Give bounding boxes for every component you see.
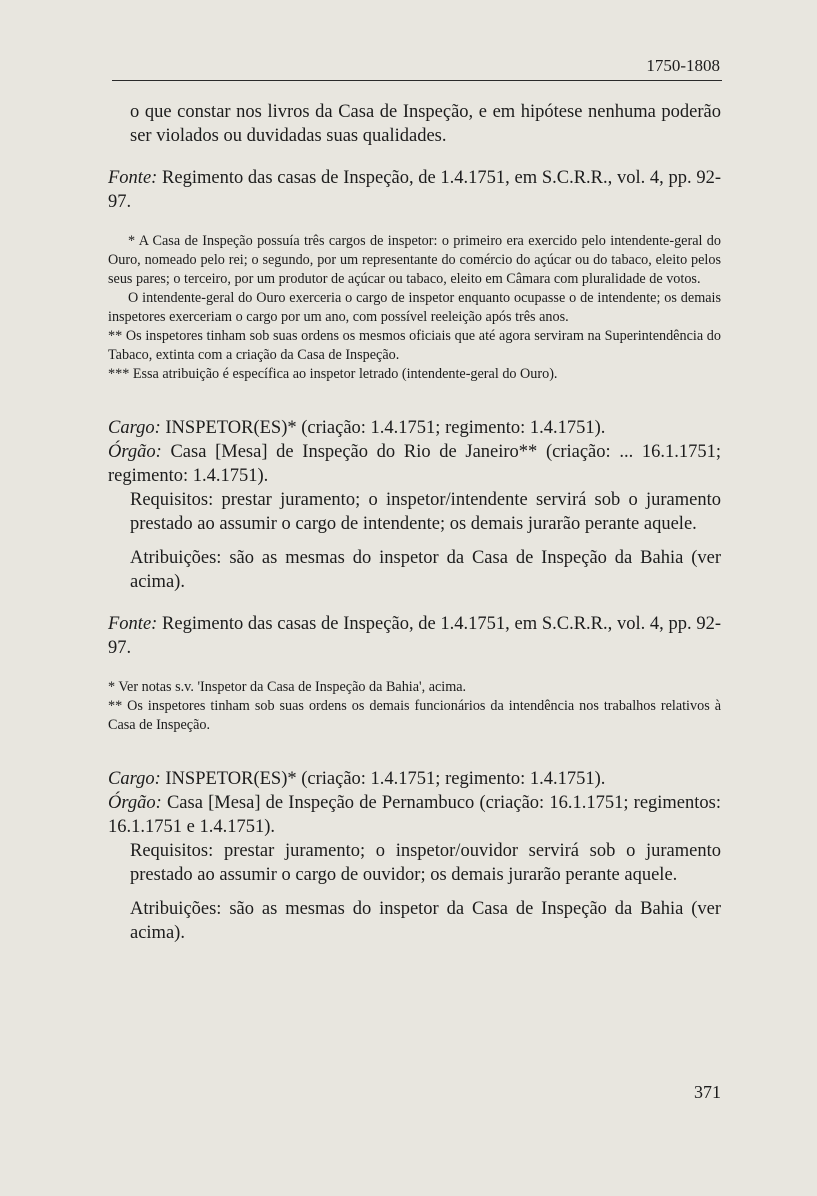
requisitos-3: Requisitos: prestar juramento; o inspetor/ouvidor servirá sob o juramento prestado ao assumir o cargo de ouvidor; os demais jurarão perante aquele.: [130, 841, 721, 885]
orgao-entry-2: [108, 440, 721, 488]
page-body: [108, 100, 721, 945]
fonte-label: Fonte:: [108, 614, 158, 634]
orgao-entry-3: [108, 791, 721, 839]
atribuicoes-3: Atribuições: são as mesmas do inspetor da Casa de Inspeção da Bahia (ver acima).: [130, 899, 721, 943]
orgao-label: Órgão:: [108, 793, 162, 813]
cargo-label: Cargo:: [108, 769, 161, 789]
cargo-entry-2: [108, 416, 721, 440]
footnote: ** Os inspetores tinham sob suas ordens os mesmos oficiais que até agora serviram na Superintendência do Tabaco, extinta com a criação da Casa de Inspeção.: [108, 328, 721, 363]
fonte-citation-2: [108, 612, 721, 660]
fonte-citation-1: [108, 166, 721, 214]
header-rule: [112, 80, 722, 81]
footnote: ** Os inspetores tinham sob suas ordens os demais funcionários da intendência nos trabalhos relativos à Casa de Inspeção.: [108, 698, 721, 733]
fonte-label: Fonte:: [108, 168, 158, 188]
cargo-text: INSPETOR(ES)* (criação: 1.4.1751; regimento: 1.4.1751).: [165, 769, 606, 789]
atribuicoes-2: Atribuições: são as mesmas do inspetor da Casa de Inspeção da Bahia (ver acima).: [130, 548, 721, 592]
footnote: * A Casa de Inspeção possuía três cargos de inspetor: o primeiro era exercido pelo intendente-geral do Ouro, nomeado pelo rei; o segundo, por um representante do comércio do açúcar ou do tabaco, eleito pelos seus pares; o terceiro, por um produtor de açúcar ou tabaco, eleito em Câmara com pluralidade de votos.: [108, 233, 721, 287]
footnote: * Ver notas s.v. 'Inspetor da Casa de Inspeção da Bahia', acima.: [108, 679, 467, 695]
page-number: 371: [694, 1082, 721, 1102]
continuation-paragraph: o que constar nos livros da Casa de Inspeção, e em hipótese nenhuma poderão ser violados ou duvidadas suas qualidades.: [130, 102, 721, 146]
cargo-entry-3: [108, 767, 721, 791]
cargo-label: Cargo:: [108, 418, 161, 438]
orgao-text: Casa [Mesa] de Inspeção de Pernambuco (criação: 16.1.1751; regimentos: 16.1.1751 e 1.4.1751).: [108, 793, 722, 837]
cargo-text: INSPETOR(ES)* (criação: 1.4.1751; regimento: 1.4.1751).: [165, 418, 606, 438]
fonte-text: Regimento das casas de Inspeção, de 1.4.1751, em S.C.R.R., vol. 4, pp. 92-97.: [108, 614, 722, 658]
orgao-label: Órgão:: [108, 442, 162, 462]
fonte-text: Regimento das casas de Inspeção, de 1.4.1751, em S.C.R.R., vol. 4, pp. 92-97.: [108, 168, 722, 212]
footnote: *** Essa atribuição é específica ao inspetor letrado (intendente-geral do Ouro).: [108, 366, 558, 382]
requisitos-2: Requisitos: prestar juramento; o inspetor/intendente servirá sob o juramento prestado ao assumir o cargo de intendente; os demais jurarão perante aquele.: [130, 490, 721, 534]
footnote: O intendente-geral do Ouro exerceria o cargo de inspetor enquanto ocupasse o de intendente; os demais inspetores exerceriam o cargo por um ano, com possível reeleição após três anos.: [108, 290, 721, 325]
orgao-text: Casa [Mesa] de Inspeção do Rio de Janeiro** (criação: ... 16.1.1751; regimento: 1.4.1751).: [108, 442, 721, 486]
running-head: 1750-1808: [646, 56, 720, 75]
